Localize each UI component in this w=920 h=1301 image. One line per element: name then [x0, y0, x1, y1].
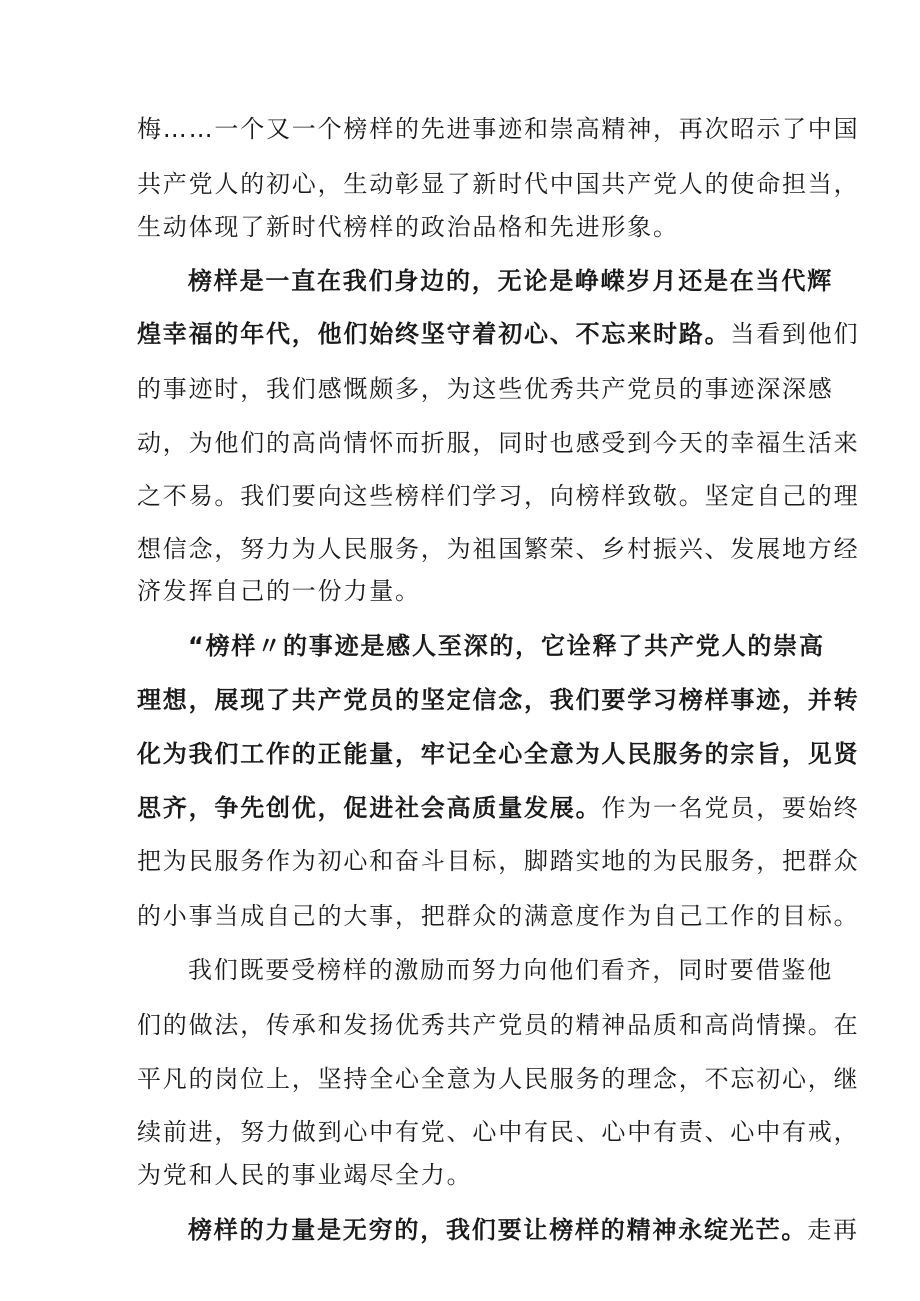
- text-run: 当看到他们: [730, 320, 860, 348]
- paragraph-line: [137, 476, 860, 516]
- paragraph-line: [137, 1112, 860, 1152]
- bold-text-run: 理想，展现了共产党员的坚定信念，我们要学习榜样事迹，并转: [137, 686, 860, 714]
- paragraph-line: [137, 529, 860, 569]
- bold-text-run: 思齐，争先创优，促进社会高质量发展。: [137, 794, 602, 822]
- paragraph-line: [137, 109, 860, 149]
- text-run: 走再: [807, 1216, 859, 1244]
- bold-text-run: “榜样〃的事迹是感人至深的，它诠释了共产党人的崇高: [188, 632, 825, 660]
- text-run: 的事迹时，我们感慨颇多，为这些优秀共产党员的事迹深深感: [137, 375, 834, 403]
- paragraph-line: [137, 896, 860, 936]
- bold-text-run: 煌幸福的年代，他们始终坚守着初心、不忘来时路。: [137, 320, 731, 348]
- text-run: 济发挥自己的一份力量。: [137, 577, 421, 605]
- text-run: 平凡的岗位上，坚持全心全意为人民服务的理念，不忘初心，继: [137, 1065, 860, 1093]
- text-run: 生动体现了新时代榜样的政治品格和先进形象。: [137, 213, 679, 241]
- text-run: 为党和人民的事业竭尽全力。: [137, 1161, 473, 1189]
- paragraph-line: [137, 571, 797, 611]
- paragraph-line: [188, 261, 833, 301]
- paragraph-line: [137, 1155, 797, 1195]
- paragraph-line: [137, 788, 860, 828]
- paragraph-line: [137, 1059, 860, 1099]
- paragraph-line: [188, 950, 833, 990]
- bold-text-run: 榜样是一直在我们身边的，无论是峥嵘岁月还是在当代辉: [188, 267, 833, 295]
- paragraph-line: [137, 423, 860, 463]
- text-run: 梅……一个又一个榜样的先进事迹和崇高精神，再次昭示了中国: [137, 115, 860, 143]
- paragraph-line: [137, 207, 797, 247]
- text-run: 共产党人的初心，生动彰显了新时代中国共产党人的使命担当，: [137, 170, 860, 198]
- text-run: 我们既要受榜样的激励而努力向他们看齐，同时要借鉴他: [188, 956, 833, 984]
- text-run: 之不易。我们要向这些榜样们学习，向榜样致敬。坚定自己的理: [137, 482, 860, 510]
- paragraph-line: [188, 626, 825, 666]
- paragraph-line: [137, 369, 834, 409]
- paragraph-line: [137, 1005, 860, 1045]
- text-run: 们的做法，传承和发扬优秀共产党员的精神品质和高尚情操。在: [137, 1011, 860, 1039]
- bold-text-run: 榜样的力量是无穷的，我们要让榜样的精神永绽光芒。: [188, 1216, 808, 1244]
- text-run: 把为民服务作为初心和奋斗目标，脚踏实地的为民服务，把群众: [137, 847, 860, 875]
- text-run: 的小事当成自己的大事，把群众的满意度作为自己工作的目标。: [137, 902, 860, 930]
- paragraph-line: [137, 164, 860, 204]
- paragraph-line: [188, 1210, 859, 1250]
- paragraph-line: [137, 680, 860, 720]
- text-run: 续前进，努力做到心中有党、心中有民、心中有责、心中有戒，: [137, 1118, 860, 1146]
- text-run: 想信念，努力为人民服务，为祖国繁荣、乡村振兴、发展地方经: [137, 535, 860, 563]
- paragraph-line: [137, 734, 860, 774]
- paragraph-line: [137, 314, 860, 354]
- paragraph-line: [137, 841, 860, 881]
- text-run: 作为一名党员，要始终: [601, 794, 860, 822]
- text-run: 动，为他们的高尚情怀而折服，同时也感受到今天的幸福生活来: [137, 429, 860, 457]
- bold-text-run: 化为我们工作的正能量，牢记全心全意为人民服务的宗旨，见贤: [137, 740, 860, 768]
